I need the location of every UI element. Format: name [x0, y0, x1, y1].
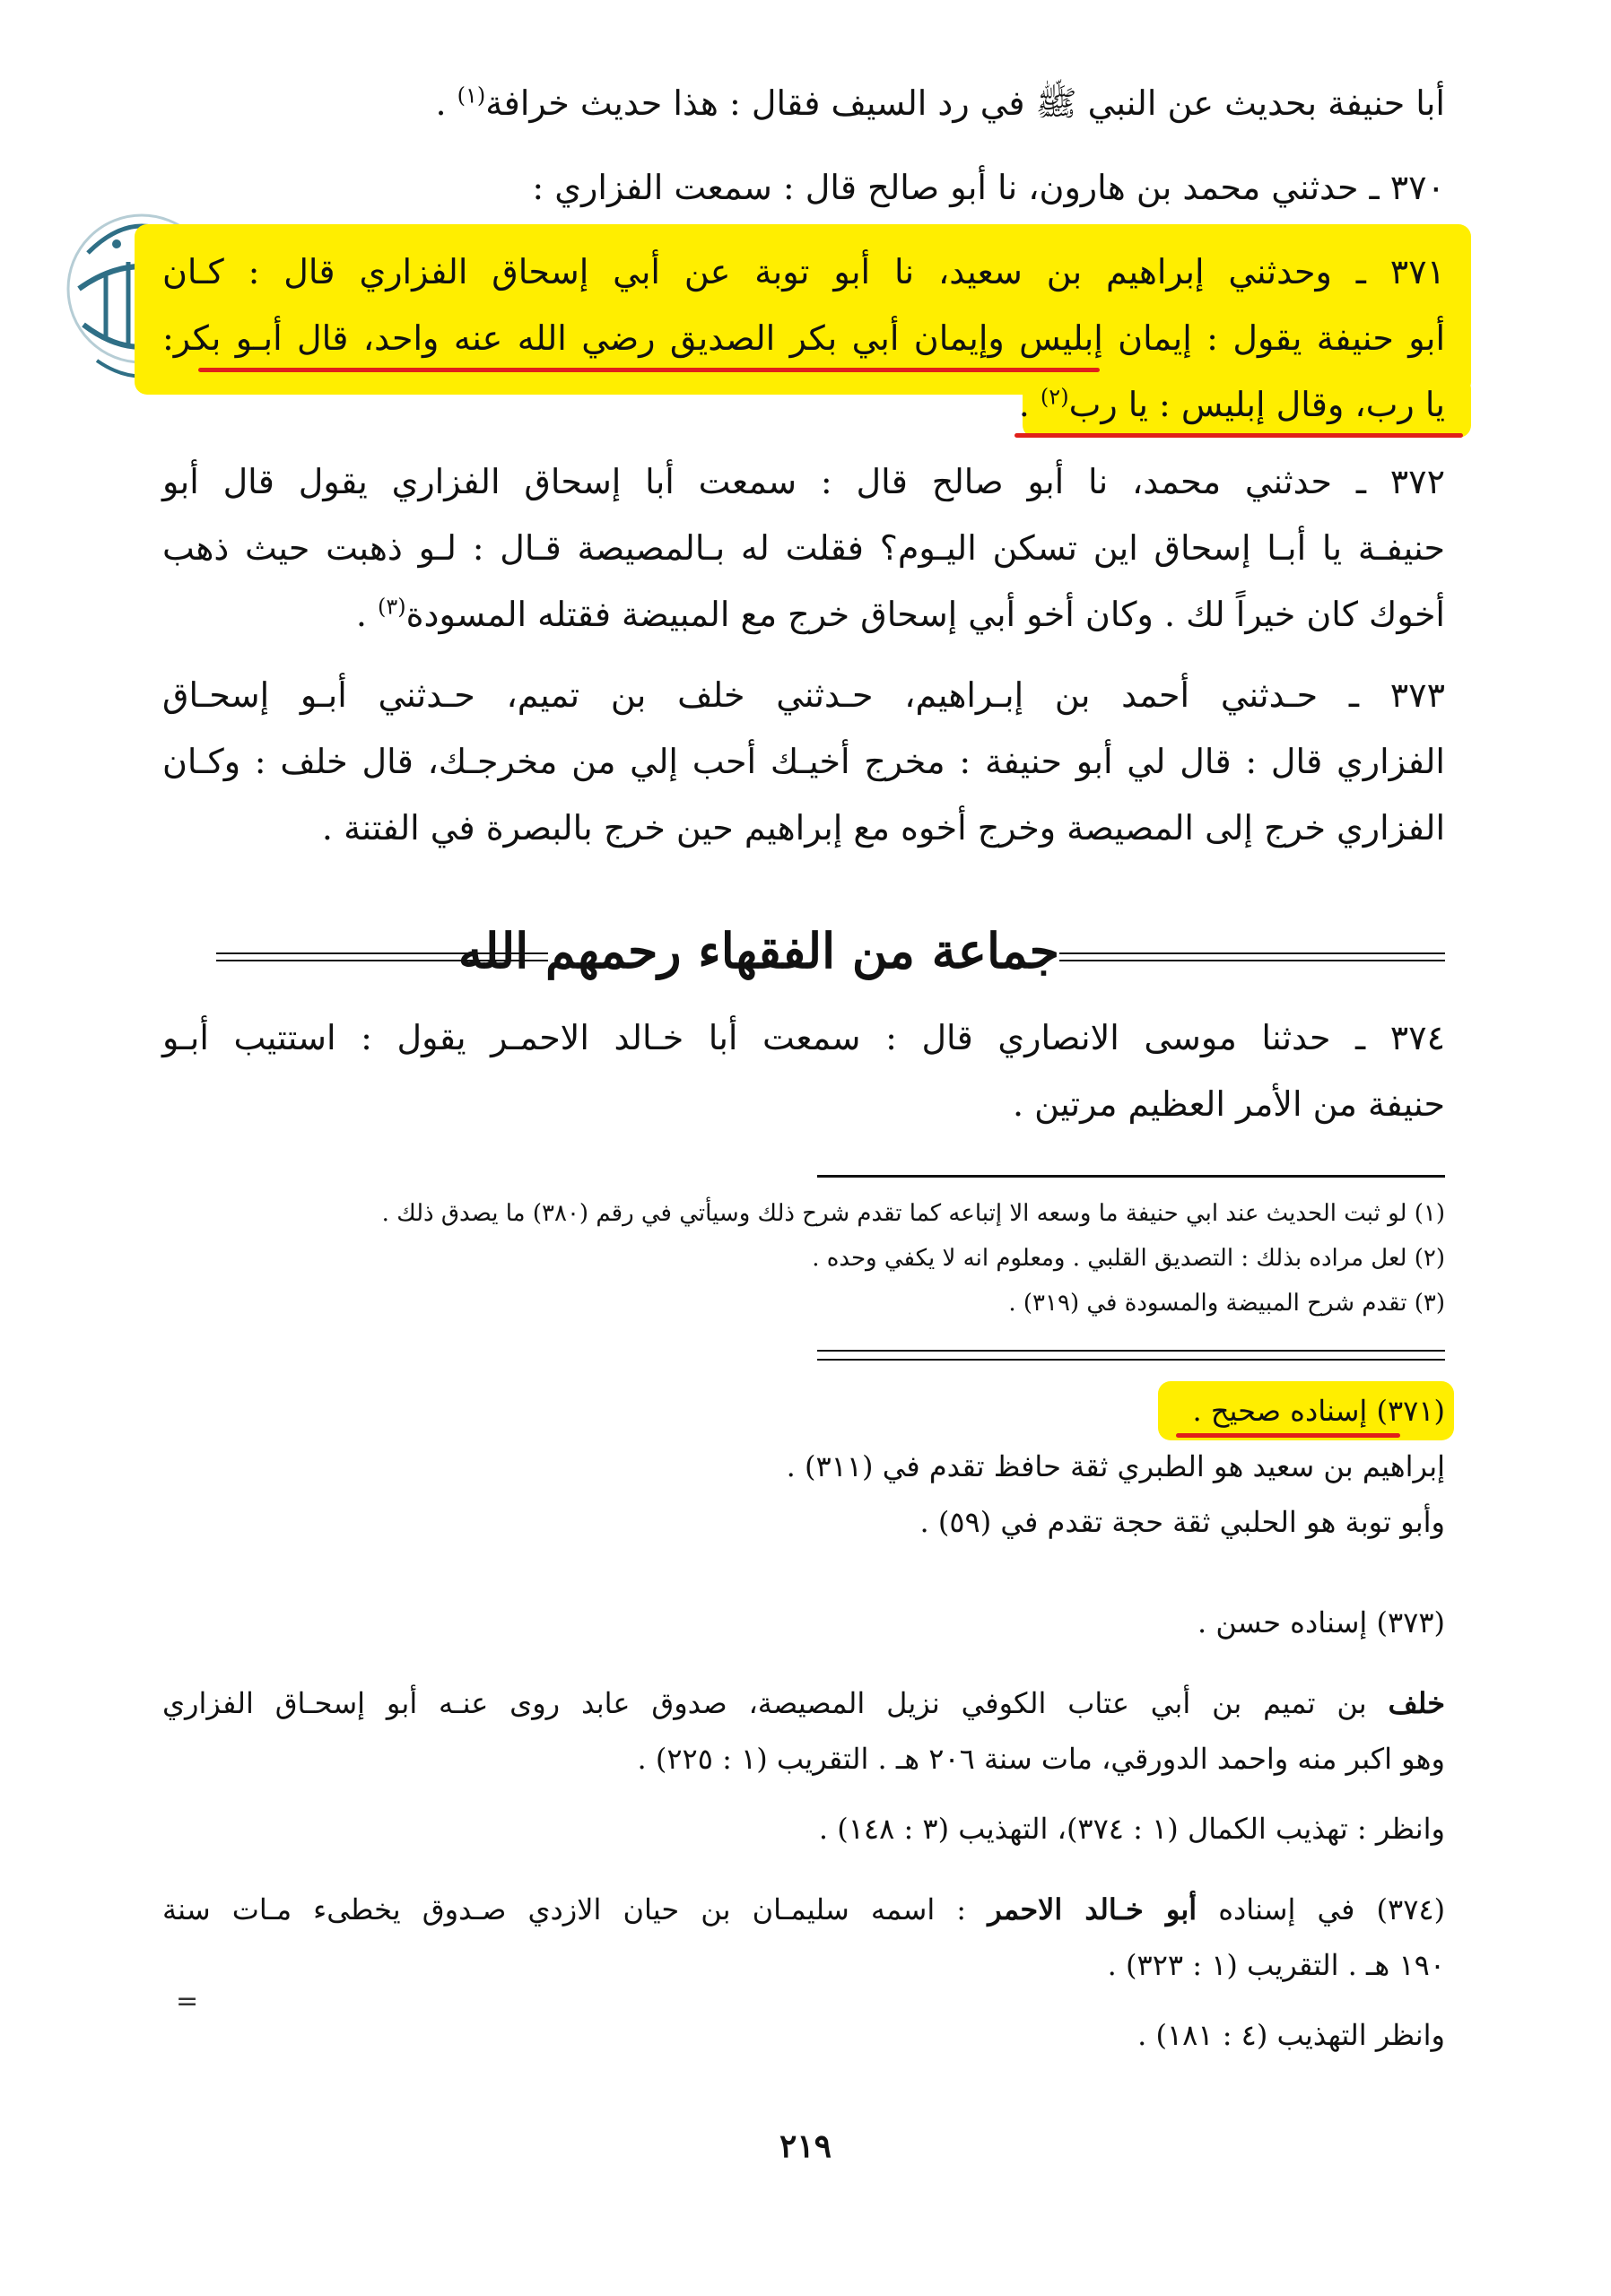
heading-rule-right: [1059, 952, 1445, 961]
footnote-1: (١) لو ثبت الحديث عند ابي حنيفة ما وسعه الا إتباعه كما تقدم شرح ذلك وسيأتي في رقم (٣٨٠) ما يصدق ذلك .: [381, 1200, 1445, 1227]
p372-line-3: أخوك كان خيراً لك . وكان أخو أبي إسحاق خرج مع المبيضة فقتله المسودة: [405, 595, 1445, 634]
paragraph-370: [162, 154, 1445, 221]
p373-line-2: الفزاري قال : قال لي أبو حنيفة : مخرج أخيـك أحب إلي من مخرجـك، قال خلف : وكـان: [162, 742, 1445, 781]
c371-grade: إسناده صحيح .: [1192, 1394, 1368, 1428]
c371-number: (٣٧١): [1376, 1394, 1445, 1428]
c374-line-1: [162, 1882, 1445, 1937]
p372-line-1: ٣٧٢ ـ حدثني محمد، نا أبو صالح قال : سمعت أبا إسحاق الفزاري يقول قال أبو: [162, 462, 1445, 501]
c374-rest: : اسمه سليمـان بن حيان الازدي صـدوق يخطىء مـات سنة: [162, 1892, 967, 1926]
margin-mark: =: [176, 1986, 199, 2017]
commentary-373-body: [162, 1675, 1445, 1857]
c373-line-3: وانظر : تهذيب الكمال (١ : ٣٧٤)، التهذيب (٣ : ١٤٨) .: [818, 1812, 1445, 1846]
footnote-ref-1: (١): [457, 83, 486, 109]
c374-pre: (٣٧٤) في إسناده: [1218, 1892, 1446, 1926]
footnote-2: (٢) لعل مراده بذلك : التصديق القلبي . ومعلوم انه لا يكفي وحده .: [812, 1245, 1445, 1272]
footnote-ref-2: (٢): [1040, 384, 1069, 410]
paragraph-373: [162, 662, 1445, 861]
c373-line-1: [162, 1675, 1445, 1731]
paragraph-369-tail: أبا حنيفة بحديث عن النبي ﷺ في رد السيف فقال : هذا حديث خرافة$^{(١)}$ .: [435, 83, 1445, 123]
c374-line-3: وانظر التهذيب (٤ : ١٨١) .: [1137, 2018, 1445, 2052]
section-heading: [162, 906, 1445, 996]
footnote-3: (٣) تقدم شرح المبيضة والمسودة في (٣١٩) .: [1008, 1290, 1445, 1317]
commentary-separator: [817, 1350, 1445, 1361]
c373-line-1-text: بن تميم بن أبي عتاب الكوفي نزيل المصيصة، صدوق عابد روى عنـه أبو إسحـاق الفزاري: [162, 1686, 1367, 1720]
heading-rule-left: [216, 952, 548, 961]
footnote-ref-3: (٣): [377, 594, 406, 620]
page-number: ٢١٩: [779, 2127, 832, 2165]
footnotes: [162, 1191, 1445, 1326]
p374-line-1: ٣٧٤ ـ حدثنا موسى الانصاري قال : سمعت أبا خـالد الاحمـر يقول : استتيب أبـو: [162, 1018, 1445, 1057]
p372-line-2: حنيفـة يا أبـا إسحاق اين تسكن اليـوم؟ فقلت له بـالمصيصة قـال : لـو ذهبت حيث ذهب: [162, 528, 1445, 568]
commentary-373: [162, 1595, 1445, 1650]
p374-line-2: حنيفة من الأمر العظيم مرتين .: [1012, 1084, 1445, 1124]
c371-line-1: إبراهيم بن سعيد هو الطبري ثقة حافظ تقدم في (٣١١) .: [786, 1449, 1445, 1483]
c374-line-2: ١٩٠ هـ . التقريب (١ : ٣٢٣) .: [1107, 1948, 1445, 1982]
commentary-371: [162, 1383, 1445, 1550]
c373-name: خلف: [1388, 1686, 1446, 1720]
c373-heading: (٣٧٣) إسناده حسن .: [1197, 1605, 1445, 1639]
p370-text: ٣٧٠ ـ حدثني محمد بن هارون، نا أبو صالح قال : سمعت الفزاري :: [532, 168, 1445, 207]
paragraph-371: ٣٧١ ـ وحدثني إبراهيم بن سعيد، نا أبو توبة عن أبي إسحاق الفزاري قال : كـان أبو حنيفة يقول : إيمان إبليس وإيمان أبي بكر الصديق رضي الله عنه واحد، قال أبـو بكر: يا رب، وقال إبليس : يا رب$^{(٢)}$ .: [162, 239, 1445, 438]
p371-line-3: يا رب، وقال إبليس : يا رب: [1068, 385, 1445, 424]
paragraph-372: ٣٧٢ ـ حدثني محمد، نا أبو صالح قال : سمعت أبا إسحاق الفزاري يقول قال أبو حنيفـة يا أبـا إسحاق اين تسكن اليـوم؟ فقلت له بـالمصيصة قـال : لـو ذهبت حيث ذهب أخوك كان خيراً لك . وكان أخو أبي إسحاق خرج مع المبيضة فقتله المسودة$^{(٣)}$ .: [162, 448, 1445, 648]
c374-name: أبو خـالد الاحمر: [988, 1892, 1197, 1926]
commentary-374: [162, 1882, 1445, 2063]
p369-text: أبا حنيفة بحديث عن النبي ﷺ في رد السيف فقال : هذا حديث خرافة: [485, 83, 1445, 123]
p371-line-1: ٣٧١ ـ وحدثني إبراهيم بن سعيد، نا أبو توبة عن أبي إسحاق الفزاري قال : كـان: [162, 252, 1445, 291]
paragraph-374: [162, 1004, 1445, 1137]
p373-line-1: ٣٧٣ ـ حـدثني أحمد بن إبـراهيم، حـدثني خلف بن تميم، حـدثني أبـو إسحـاق: [162, 675, 1445, 715]
heading-title: جماعة من الفقهاء رحمهم الله: [457, 922, 1059, 979]
c371-line-2: وأبو توبة هو الحلبي ثقة حجة تقدم في (٥٩) .: [919, 1505, 1445, 1539]
c371-heading: [162, 1383, 1445, 1439]
p371-line-2: أبو حنيفة يقول : إيمان إبليس وإيمان أبي بكر الصديق رضي الله عنه واحد، قال أبـو بكر:: [162, 318, 1445, 358]
p373-line-3: الفزاري خرج إلى المصيصة وخرج أخوه مع إبراهيم حين خرج بالبصرة في الفتنة .: [321, 808, 1445, 848]
footnote-separator: [817, 1175, 1445, 1178]
c373-line-2: وهو اكبر منه واحمد الدورقي، مات سنة ٢٠٦ هـ . التقريب (١ : ٢٢٥) .: [637, 1742, 1445, 1776]
